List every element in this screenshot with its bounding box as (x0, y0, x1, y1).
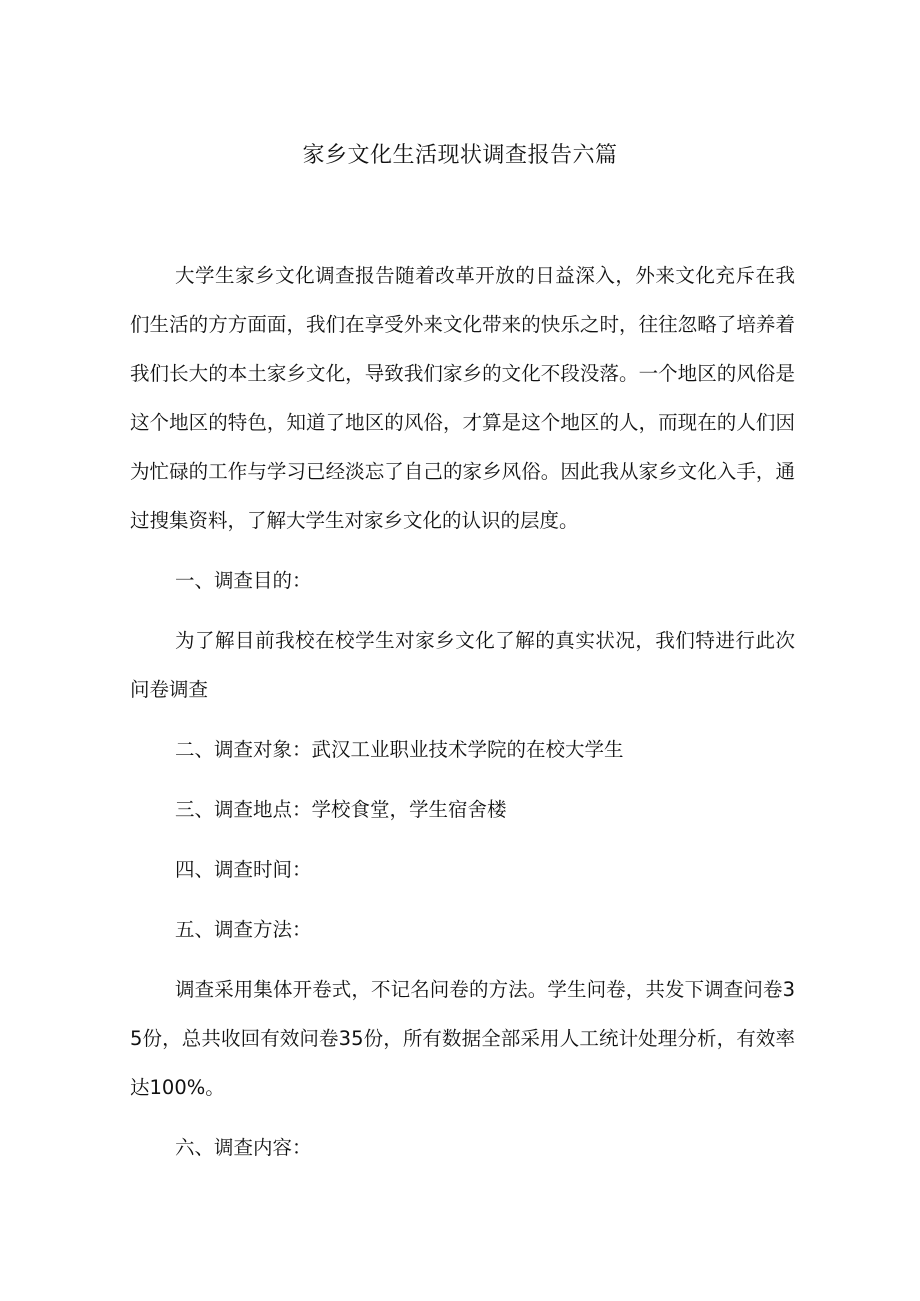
section-heading-method: 五、调查方法： (175, 918, 312, 941)
section-heading-time: 四、调查时间： (175, 858, 312, 881)
section-heading-subjects: 二、调查对象：武汉工业职业技术学院的在校大学生 (175, 738, 624, 761)
intro-paragraph: 大学生家乡文化调查报告随着改革开放的日益深入，外来文化充斥在我们生活的方方面面，我们在享受外来文化带来的快乐之时，往往忽略了培养着我们长大的本土家乡文化，导致我们家乡的文化不段没落。一个地区的风俗是这个地区的特色，知道了地区的风俗，才算是这个地区的人，而现在的人们因为忙碌的工作与学习已经淡忘了自己的家乡风俗。因此我从家乡文化入手，通过搜集资料，了解大学生对家乡文化的认识的层度。 (130, 264, 795, 532)
section-heading-content: 六、调查内容： (175, 1136, 312, 1159)
section-heading-purpose: 一、调查目的： (175, 569, 312, 592)
document-title: 家乡文化生活现状调查报告六篇 (302, 143, 618, 168)
section-heading-location: 三、调查地点：学校食堂，学生宿舍楼 (175, 798, 507, 821)
document-body (130, 251, 795, 1172)
method-paragraph: 调查采用集体开卷式，不记名问卷的方法。学生问卷，共发下调查问卷35份，总共收回有效问卷35份，所有数据全部采用人工统计处理分析，有效率达100%。 (130, 978, 795, 1099)
purpose-paragraph: 为了解目前我校在校学生对家乡文化了解的真实状况，我们特进行此次问卷调查 (130, 629, 795, 701)
